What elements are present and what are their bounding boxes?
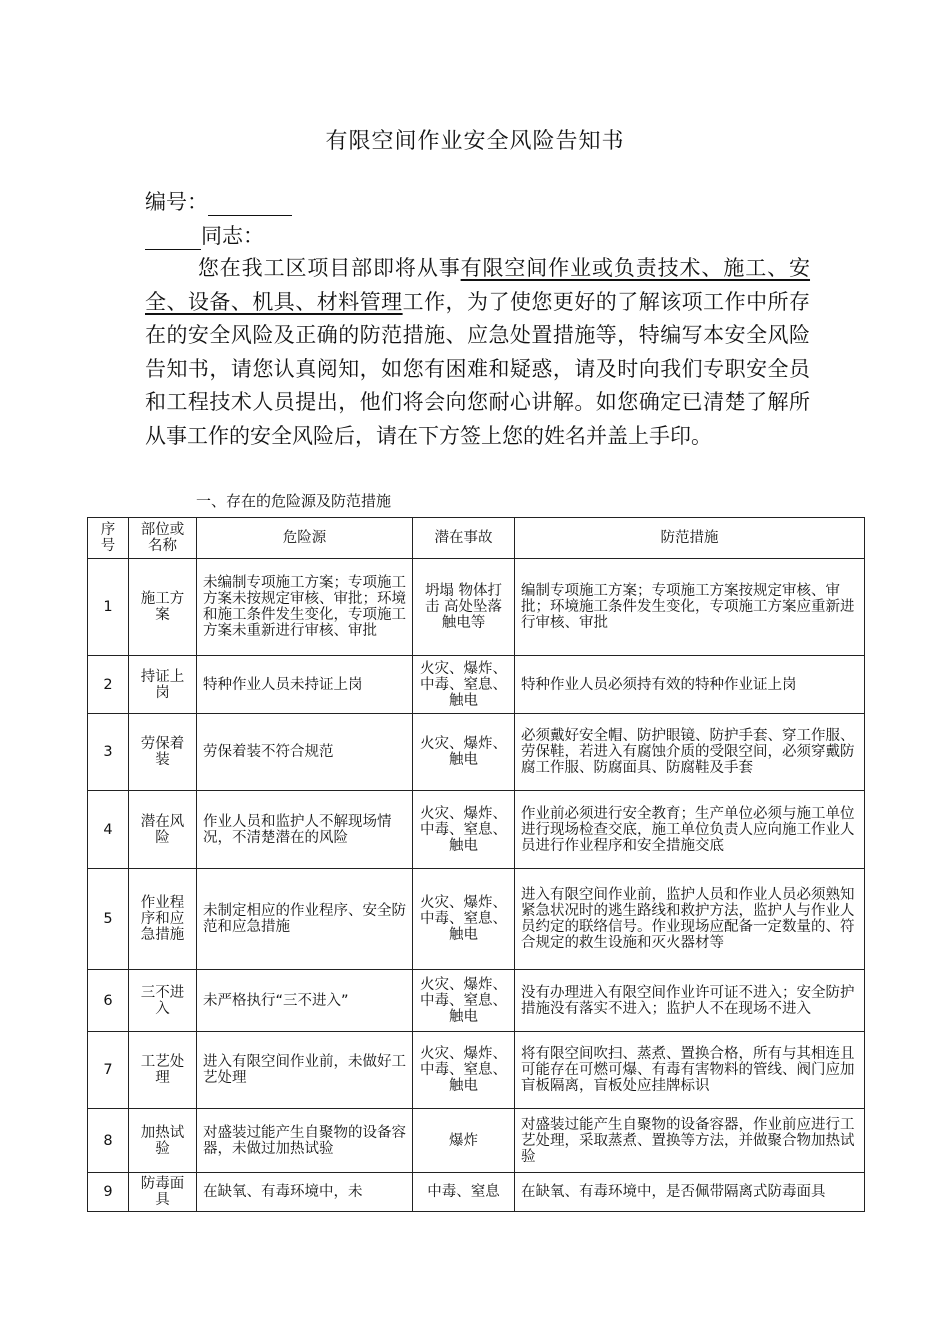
table-row <box>88 869 865 970</box>
row-measure: 将有限空间吹扫、蒸煮、置换合格，所有与其相连且可能存在可燃可爆、有毒有害物料的管线、阀门应加盲板隔离，盲板处应挂牌标识 <box>515 1032 865 1109</box>
table-row <box>88 1109 865 1173</box>
row-accident: 火灾、爆炸、中毒、窒息、触电 <box>413 791 515 869</box>
row-accident: 火灾、爆炸、中毒、窒息、触电 <box>413 869 515 970</box>
row-accident: 火灾、爆炸、中毒、窒息、触电 <box>413 970 515 1032</box>
row-part: 作业程序和应急措施 <box>129 869 197 970</box>
row-part: 防毒面具 <box>129 1173 197 1212</box>
header-no: 序号 <box>88 518 129 559</box>
row-no: 9 <box>88 1173 129 1212</box>
table-row <box>88 1032 865 1109</box>
addressee-name-blank[interactable] <box>145 225 201 250</box>
row-measure: 对盛装过能产生自聚物的设备容器，作业前应进行工艺处理，采取蒸煮、置换等方法，并做聚合物加热试验 <box>515 1109 865 1173</box>
row-part: 三不进入 <box>129 970 197 1032</box>
header-accident: 潜在事故 <box>413 518 515 559</box>
row-no: 6 <box>88 970 129 1032</box>
row-hazard: 劳保着装不符合规范 <box>197 714 413 791</box>
row-part: 持证上岗 <box>129 656 197 714</box>
document-number-blank[interactable] <box>208 191 292 216</box>
table-row <box>88 791 865 869</box>
row-no: 5 <box>88 869 129 970</box>
row-hazard: 在缺氧、有毒环境中，未 <box>197 1173 413 1212</box>
header-hazard: 危险源 <box>197 518 413 559</box>
section-heading: 一、存在的危险源及防范措施 <box>196 492 392 510</box>
table-row <box>88 1173 865 1212</box>
row-accident: 火灾、爆炸、触电 <box>413 714 515 791</box>
paragraph-part1: 您在我工区项目部即将从事 <box>197 256 461 280</box>
row-part: 劳保着装 <box>129 714 197 791</box>
row-accident: 爆炸 <box>413 1109 515 1173</box>
row-part: 施工方案 <box>129 559 197 656</box>
row-measure: 作业前必须进行安全教育；生产单位必须与施工单位进行现场检查交底，施工单位负责人应向施工作业人员进行作业程序和安全措施交底 <box>515 791 865 869</box>
row-hazard: 进入有限空间作业前，未做好工艺处理 <box>197 1032 413 1109</box>
document-number-line <box>145 186 292 216</box>
row-hazard: 未制定相应的作业程序、安全防范和应急措施 <box>197 869 413 970</box>
row-part: 工艺处理 <box>129 1032 197 1109</box>
addressee-line <box>145 220 264 250</box>
row-measure: 进入有限空间作业前，监护人员和作业人员必须熟知紧急状况时的逃生路线和救护方法，监护人与作业人员约定的联络信号。作业现场应配备一定数量的、符合规定的救生设施和灭火器材等 <box>515 869 865 970</box>
row-accident: 火灾、爆炸、中毒、窒息、触电 <box>413 656 515 714</box>
row-no: 4 <box>88 791 129 869</box>
row-measure: 特种作业人员必须持有效的特种作业证上岗 <box>515 656 865 714</box>
table-header-row <box>88 518 865 559</box>
row-no: 2 <box>88 656 129 714</box>
row-no: 8 <box>88 1109 129 1173</box>
row-measure: 在缺氧、有毒环境中，是否佩带隔离式防毒面具 <box>515 1173 865 1212</box>
row-hazard: 作业人员和监护人不解现场情况，不清楚潜在的风险 <box>197 791 413 869</box>
row-part: 潜在风险 <box>129 791 197 869</box>
document-number-label: 编号： <box>145 190 208 214</box>
table-row <box>88 714 865 791</box>
row-measure: 没有办理进入有限空间作业许可证不进入；安全防护措施没有落实不进入；监护人不在现场不进入 <box>515 970 865 1032</box>
row-measure: 必须戴好安全帽、防护眼镜、防护手套、穿工作服、劳保鞋，若进入有腐蚀介质的受限空间，必须穿戴防腐工作服、防腐面具、防腐鞋及手套 <box>515 714 865 791</box>
row-no: 7 <box>88 1032 129 1109</box>
table-row <box>88 656 865 714</box>
row-measure: 编制专项施工方案；专项施工方案按规定审核、审批；环境施工条件发生变化，专项施工方案应重新进行审核、审批 <box>515 559 865 656</box>
row-hazard: 特种作业人员未持证上岗 <box>197 656 413 714</box>
paragraph-part2: 工作，为了使您更好的了解该项工作中所存在的安全风险及正确的防范措施、应急处置措施等，特编写本安全风险告知书，请您认真阅知，如您有困难和疑惑，请及时向我们专职安全员和工程技术人员提出，他们将会向您耐心讲解。如您确定已清楚了解所从事工作的安全风险后，请在下方签上您的姓名并盖上手印。 <box>145 289 811 448</box>
row-accident: 火灾、爆炸、中毒、窒息、触电 <box>413 1032 515 1109</box>
row-accident: 中毒、窒息 <box>413 1173 515 1212</box>
table-row <box>88 559 865 656</box>
row-hazard: 未编制专项施工方案；专项施工方案未按规定审核、审批；环境和施工条件发生变化，专项施工方案未重新进行审核、审批 <box>197 559 413 656</box>
row-no: 3 <box>88 714 129 791</box>
row-accident: 坍塌 物体打击 高处坠落 触电等 <box>413 559 515 656</box>
row-hazard: 未严格执行“三不进入” <box>197 970 413 1032</box>
paragraph-underlined-work: 有限空间作业或负责技术、施工、安全、设备、机具、材料管理 <box>145 256 811 314</box>
header-measure: 防范措施 <box>515 518 865 559</box>
row-part: 加热试验 <box>129 1109 197 1173</box>
row-hazard: 对盛装过能产生自聚物的设备容器，未做过加热试验 <box>197 1109 413 1173</box>
table-row <box>88 970 865 1032</box>
hazard-table <box>87 517 865 1212</box>
page-title: 有限空间作业安全风险告知书 <box>325 129 625 154</box>
notice-paragraph <box>145 252 810 453</box>
row-no: 1 <box>88 559 129 656</box>
header-part: 部位或名称 <box>129 518 197 559</box>
comrade-label: 同志： <box>201 224 264 248</box>
